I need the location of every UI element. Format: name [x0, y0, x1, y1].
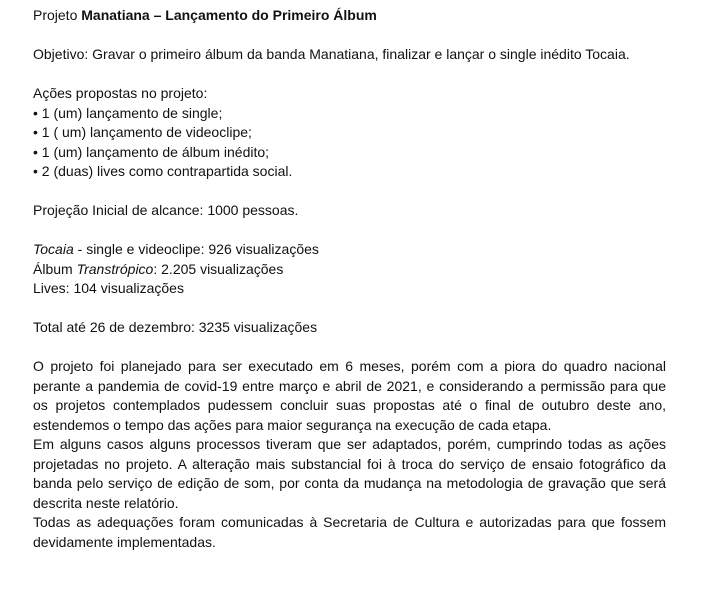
paragraph-approvals: Todas as adequações foram comunicadas à Secretaria de Cultura e autorizadas para que fossem devidamente implementadas. — [33, 514, 666, 550]
tocaia-views: - single e videoclipe: 926 visualizações — [73, 241, 319, 257]
album-title: Transtrópico — [76, 260, 154, 277]
actions-list-item: • 1 (um) lançamento de single; — [33, 104, 223, 121]
spacer — [33, 338, 666, 358]
paragraph-adaptations: Em alguns casos alguns processos tiveram que ser adaptados, porém, cumprindo todas as ações projetadas no projeto. A alteração mais substancial foi à troca do serviço de ensaio fotográfico da banda pelo serviço de edição de som, por conta da mudança na metodologia de gravação que será descrita neste relatório. — [33, 436, 666, 511]
result-tocaia — [33, 240, 666, 260]
objective-paragraph: Objetivo: Gravar o primeiro álbum da banda Manatiana, finalizar e lançar o single inédito Tocaia. — [33, 46, 630, 62]
result-lives: Lives: 104 visualizações — [33, 280, 184, 296]
title-prefix: Projeto — [33, 7, 82, 23]
projection-line: Projeção Inicial de alcance: 1000 pessoas. — [33, 202, 299, 218]
document-title — [33, 6, 666, 26]
result-album — [33, 260, 666, 280]
actions-list-item: • 1 ( um) lançamento de videoclipe; — [33, 124, 252, 140]
document-body — [33, 6, 666, 552]
actions-heading: Ações propostas no projeto: — [33, 85, 208, 101]
actions-list-item: • 1 (um) lançamento de álbum inédito; — [33, 143, 270, 160]
total-line: Total até 26 de dezembro: 3235 visualizações — [33, 319, 318, 335]
paragraph-planning: O projeto foi planejado para ser executado em 6 meses, porém com a piora do quadro nacional perante a pandemia de covid-19 entre março e abril de 2021, e considerando a permissão para que os projetos contemplados pudessem concluir suas propostas até o final de outubro deste ano, estendemos o tempo das ações para maior segurança na execução de cada etapa. — [33, 358, 666, 433]
spacer — [33, 26, 666, 46]
tocaia-title: Tocaia — [33, 241, 74, 257]
spacer — [33, 221, 666, 241]
album-prefix: Álbum — [33, 260, 77, 277]
spacer — [33, 65, 666, 85]
album-views: : 2.205 visualizações — [153, 260, 284, 277]
title-bold: Manatiana – Lançamento do Primeiro Álbum — [81, 7, 377, 23]
spacer — [33, 182, 666, 202]
actions-list-item: • 2 (duas) lives como contrapartida social. — [33, 163, 293, 179]
spacer — [33, 299, 666, 319]
